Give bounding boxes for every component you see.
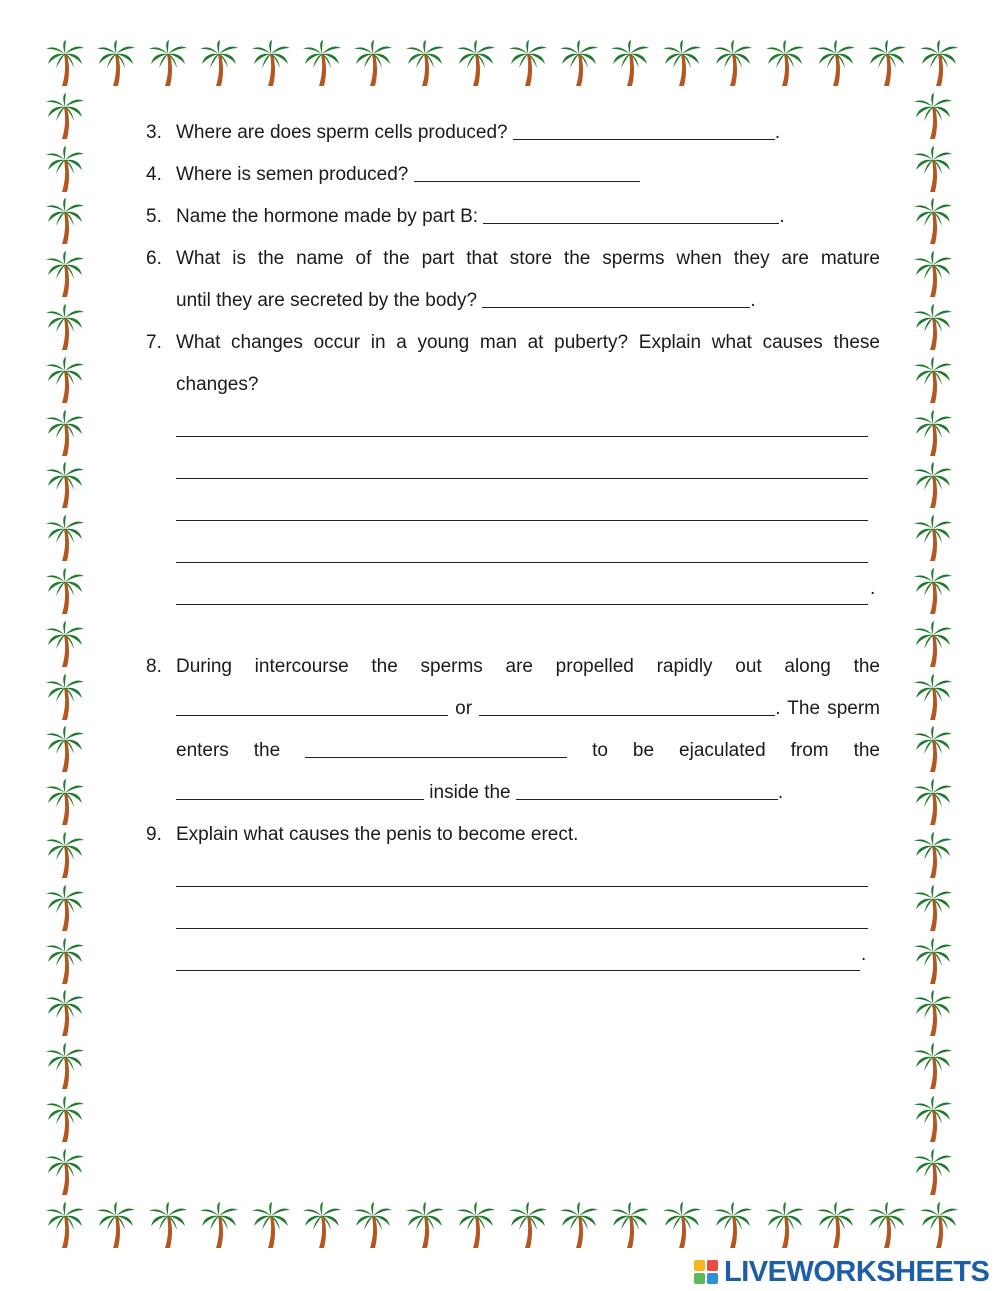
palm-tree-icon	[96, 40, 136, 88]
answer-blank[interactable]	[513, 119, 775, 140]
palm-tree-icon	[867, 40, 907, 88]
palm-tree-icon	[913, 885, 953, 933]
palm-tree-icon	[45, 1149, 85, 1197]
palm-tree-icon	[919, 1202, 959, 1250]
answer-blank[interactable]	[516, 779, 778, 800]
palm-tree-icon	[96, 1202, 136, 1250]
answer-blank[interactable]	[482, 287, 750, 308]
palm-tree-icon	[713, 40, 753, 88]
question-number: 7.	[146, 332, 162, 353]
palm-tree-icon	[148, 40, 188, 88]
palm-tree-icon	[610, 1202, 650, 1250]
palm-tree-icon	[45, 1096, 85, 1144]
answer-line[interactable]	[176, 532, 880, 574]
palm-tree-icon	[45, 621, 85, 669]
answer-line[interactable]	[176, 448, 880, 490]
palm-tree-icon	[45, 1202, 85, 1250]
palm-tree-icon	[45, 251, 85, 299]
palm-tree-icon	[559, 40, 599, 88]
logo-text: LIVEWORKSHEETS	[724, 1256, 990, 1288]
palm-tree-icon	[456, 1202, 496, 1250]
answer-line[interactable]	[176, 406, 880, 448]
palm-tree-icon	[913, 198, 953, 246]
palm-tree-icon	[913, 832, 953, 880]
palm-tree-icon	[913, 674, 953, 722]
palm-tree-icon	[45, 198, 85, 246]
palm-tree-icon	[251, 40, 291, 88]
palm-tree-icon	[45, 938, 85, 986]
palm-tree-icon	[45, 568, 85, 616]
palm-tree-icon	[913, 1096, 953, 1144]
palm-tree-icon	[913, 93, 953, 141]
palm-tree-icon	[913, 726, 953, 774]
palm-tree-icon	[816, 1202, 856, 1250]
question-text: until they are secreted by the body?	[176, 290, 478, 311]
palm-tree-icon	[913, 1043, 953, 1091]
question-7	[146, 322, 880, 406]
question-3: 3. Where are does sperm cells produced? .	[146, 112, 880, 154]
answer-blank[interactable]	[305, 737, 567, 758]
palm-tree-icon	[508, 40, 548, 88]
question-number: 8.	[146, 656, 162, 677]
palm-tree-icon	[913, 621, 953, 669]
question-number: 6.	[146, 248, 162, 269]
logo-badge-icon	[694, 1260, 720, 1286]
palm-tree-icon	[816, 40, 856, 88]
question-number: 3.	[146, 122, 162, 143]
palm-tree-icon	[662, 40, 702, 88]
palm-tree-icon	[913, 1149, 953, 1197]
question-6: 6. What is the name of the part that store the sperms when they are mature until they are secreted by the body? .	[146, 238, 880, 322]
palm-tree-icon	[405, 40, 445, 88]
palm-tree-icon	[45, 1043, 85, 1091]
palm-tree-icon	[508, 1202, 548, 1250]
answer-line[interactable]	[176, 490, 880, 532]
worksheet-questions	[146, 112, 880, 982]
question-number: 9.	[146, 824, 162, 845]
palm-tree-icon	[302, 40, 342, 88]
palm-tree-icon	[765, 1202, 805, 1250]
palm-tree-icon	[45, 726, 85, 774]
palm-tree-icon	[45, 410, 85, 458]
palm-tree-icon	[45, 990, 85, 1038]
question-text: What changes occur in a young man at puberty? Explain what causes these	[176, 332, 880, 353]
question-text: Explain what causes the penis to become erect.	[176, 824, 579, 845]
question-number: 4.	[146, 164, 162, 185]
answer-blank[interactable]	[176, 779, 424, 800]
answer-blank[interactable]	[483, 203, 779, 224]
palm-tree-icon	[302, 1202, 342, 1250]
liveworksheets-logo	[694, 1252, 994, 1286]
palm-tree-icon	[353, 40, 393, 88]
question-text: During intercourse the sperms are propelled rapidly out along the	[176, 656, 880, 677]
palm-tree-icon	[913, 938, 953, 986]
question-4	[146, 154, 880, 196]
answer-blank[interactable]	[479, 695, 775, 716]
question-text: Name the hormone made by part B:	[176, 206, 479, 227]
palm-tree-icon	[913, 357, 953, 405]
palm-tree-icon	[45, 832, 85, 880]
palm-tree-icon	[913, 779, 953, 827]
palm-tree-icon	[199, 40, 239, 88]
palm-tree-icon	[713, 1202, 753, 1250]
palm-tree-icon	[251, 1202, 291, 1250]
palm-tree-icon	[913, 146, 953, 194]
palm-tree-icon	[45, 93, 85, 141]
palm-tree-icon	[148, 1202, 188, 1250]
palm-tree-icon	[919, 40, 959, 88]
palm-tree-icon	[913, 410, 953, 458]
palm-tree-icon	[45, 357, 85, 405]
palm-tree-icon	[45, 779, 85, 827]
palm-tree-icon	[45, 462, 85, 510]
palm-tree-icon	[913, 304, 953, 352]
question-number: 5.	[146, 206, 162, 227]
question-text: What is the name of the part that store the sperms when they are mature	[176, 248, 880, 269]
question-text: Where is semen produced?	[176, 164, 409, 185]
palm-tree-icon	[913, 990, 953, 1038]
palm-tree-icon	[456, 40, 496, 88]
palm-tree-icon	[913, 462, 953, 510]
palm-tree-icon	[610, 40, 650, 88]
palm-tree-icon	[353, 1202, 393, 1250]
palm-tree-icon	[405, 1202, 445, 1250]
palm-tree-icon	[913, 251, 953, 299]
question-text: Where are does sperm cells produced?	[176, 122, 508, 143]
palm-tree-icon	[765, 40, 805, 88]
palm-tree-icon	[867, 1202, 907, 1250]
palm-tree-icon	[45, 146, 85, 194]
palm-tree-icon	[45, 515, 85, 563]
palm-tree-icon	[913, 568, 953, 616]
question-5: 5. Name the hormone made by part B: .	[146, 196, 880, 238]
palm-tree-icon	[45, 40, 85, 88]
palm-tree-icon	[199, 1202, 239, 1250]
palm-tree-icon	[559, 1202, 599, 1250]
palm-tree-icon	[662, 1202, 702, 1250]
answer-line[interactable]: .	[176, 940, 880, 982]
answer-line[interactable]: .	[176, 574, 880, 616]
question-text: changes?	[176, 374, 259, 395]
palm-tree-icon	[913, 515, 953, 563]
question-9	[146, 814, 880, 856]
answer-line[interactable]	[176, 898, 880, 940]
palm-tree-icon	[45, 885, 85, 933]
answer-blank[interactable]	[176, 695, 448, 716]
answer-blank[interactable]	[414, 161, 640, 182]
answer-line[interactable]	[176, 856, 880, 898]
palm-tree-icon	[45, 674, 85, 722]
question-8: 8. During intercourse the sperms are propelled rapidly out along the or . The sperm enters the to be ejaculated from the inside the .	[146, 646, 880, 814]
palm-tree-icon	[45, 304, 85, 352]
